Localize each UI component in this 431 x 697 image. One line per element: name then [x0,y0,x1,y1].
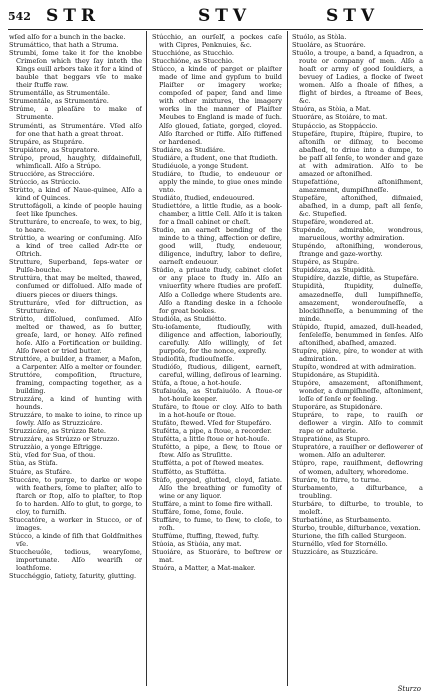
dictionary-entry: Studiáto, ſtudied, endeuoured. [152,193,255,202]
dictionary-entry: Stupefáre, wondered at. [292,218,374,227]
running-headword-right: STV [326,6,380,26]
dictionary-entry: Stuffétta, a pot of ſtewed meates. [152,459,264,468]
dictionary-entry: Stùa, as Stùfa. [9,459,58,468]
dictionary-entry: Strumentálle, as Strumentále. [9,89,110,98]
dictionary-entry: Stúcchio, an ourſelf, a pockes caſe with Cipres, Penknuies, &c. [152,33,282,50]
dictionary-entry: Stúoia, as Stùóia, any mat. [152,539,242,548]
dictionary-entry: Stúpido, ſtupid, amazed, dull-headed, ſenſeleſſe, benummed in ſenſes. Alſo aſtoniſhed, abaſhed, amazed. [292,322,423,347]
running-headword-left: STR [46,6,101,26]
page-number: 542 [8,10,31,23]
dictionary-entry: Stufétto, a pipe, a ſlew, to ſtoue or ſtew. Alſo as Struſitte. [152,443,282,460]
dictionary-entry: Stupíto, wondred at with admiration. [292,362,417,371]
dictionary-entry: Stufétta, a pipe, a ſtoue, a recorder. [152,427,272,436]
dictionary-entry: Stúfo, gorged, glutted, cloyd, ſatiate. Alſo the breathing or fumoſity of wine or any liquor. [152,475,282,500]
column-middle [152,33,282,683]
dictionary-entry: Stupidità, ſtupidity, dulneſſe, amazedneſſe, dull lumpiſhneſſe, amazement, wonderouſneſſe, a blockiſhneſſe, a benumming of the minde. [292,282,423,323]
dictionary-entry: Stuáre, as Stufáre. [9,467,72,476]
dictionary-entry: Stù, vſed for Sua, of thou. [9,451,96,460]
dictionary-entry: Stu-ioſamente, ſtudiouſly, with diligence and affection, laboriouſly, carefully. Alſo willingly, of ſet purpoſe, for the nonce, expreſly. [152,322,282,355]
dictionary-entry: Stúfa, a ſtoue, a hot-houſe. [152,379,242,388]
dictionary-entry: Strutture, Superband, ſeps-water or Pulſe-bouche. [9,258,142,275]
dictionary-entry: Stuffétto, as Stuffétta. [152,467,227,476]
dictionary-entry: Studioſità, ſtudiouſneſſe. [152,354,235,363]
dictionary-entry: Stucchióne, as Stucchio. [152,49,234,58]
dictionary-entry: Struzzáre, to make to ioine, to rince up ſowly. Alſo as Struzzicáre. [9,411,142,428]
column-left [9,33,142,683]
dictionary-entry: Stuffáre, to fume, to ſlew, to cloſe, to roſh. [152,515,282,532]
dictionary-entry: Stupidézza, as Stupidità. [292,266,376,275]
dictionary-entry: Struzzáre, a kind of hunting with hounds. [9,395,142,412]
dictionary-entry: Stúdio, a priuate ſtudy, cabinet cloſet or any place to ſtudy in. Alſo an vniuerſity where ſtudies are profeſſ. Alſo a Colledge where Students are. Alſo a ſtanding deske in a ſchoole for great bookes. [152,266,282,315]
dictionary-entry: Struttofágoli, a kinde of people hauing ſeet like ſpunches. [9,201,142,219]
dictionary-entry: Stupráre, to rape, to rauiſh or deflower a virgin. Alſo to commit rape or adulterie. [292,411,423,436]
dictionary-entry: Stupidíre, dazzle, diſtle, as Stupefáre. [292,274,419,283]
dictionary-entry: Sturbamento, a diſturbance, a troubling. [292,483,423,500]
dictionary-entry: Studio, an earneſt bending of the minde to a thing, affection or deſire, good will, ſtudy, endeuour, diligence, induſtry, labor to deſire, earneſt endeuour. [152,226,282,267]
dictionary-entry: Sturáre, to ſtirre, to turne. [292,475,382,484]
dictionary-entry: Stupáccio, as Stoppáccio. [292,121,378,130]
dictionary-entry: Stúpro, rape, rauiſhment, deflowring of women, adultery, whoredome. [292,459,423,476]
dictionary-entry: Stuoráre, as Stoiáre, to mat. [292,113,388,122]
dictionary-entry: Strumentále, as Strumentáre. [9,97,109,106]
dictionary-entry: Strupáre, as Stupráre. [9,137,85,146]
dictionary-entry: Stuffáre, a mint to ſome fire withall. [152,499,273,508]
dictionary-entry: Stuoláre, as Stuoráre. [292,41,366,50]
dictionary-entry: Stucchióne, as Stucchio. [152,57,234,66]
dictionary-entry: Stúcco, a kinde of parget or plaiſter made of lime and gypſum to build Plaiſter or imagery worke; compoſed of paper, ſand and lime with other mixtures, the imagery works in the manner of Plaiſter Meubes to England is made of ſuch. Alſo gloued, ſatiate, gorged, cloyed. Alſo ſtarched or ſtiffe. Alſo ſtiffened or hardened. [152,65,282,146]
dictionary-entry: Stupéndo, admirable, wondrous, marueilous, worthy admiration. [292,226,423,243]
dictionary-entry: Studiettóre, a little ſtudie, as a book-chamber, a little Cell. Alſo it is taken for a ſmall cabinet or cheſt. [152,201,282,227]
dictionary-entry: Strúttio, a wearing or conſuming. Alſo a kind of tree called Adr-tte or Oſtrich. [9,234,142,259]
dictionary-entry: Sturbo, trouble, diſturbance, vexation. [292,523,421,532]
column-right [292,33,423,683]
dictionary-entry: Stuccheuóle, tedious, wearyſome, importunate. Alſo weariſh or loathſome. [9,548,142,573]
catchword: Sturzo [397,685,421,693]
dictionary-entry: Strutturáre, vſed for diſtruction, as Strutturáre. [9,298,142,315]
dictionary-entry: Stupóre, amazement, aſtoniſhment, wonder, a dumpiſhneſſe, aſtoniment, loſſe of ſenſe or feeling. [292,379,423,404]
dictionary-entry: Stupíre, piáre, píre, to wonder at with admiration. [292,346,423,363]
dictionary-entry: Stufáre, to ſtoue or cloy. Alſo to bath in a hot-houſe or ſtoue. [152,403,282,420]
dictionary-entry: Stupidonáre, as Stupidità. [292,370,380,379]
column-divider [287,31,288,686]
dictionary-entry: Stufaiuóla, as Stufaiuólo. A ſtoue-or hot-houſe keeper. [152,387,282,404]
dictionary-entry: Studióla, as Studiétto. [152,314,227,323]
dictionary-entry: Stuólo, as Stòla. [292,33,347,41]
dictionary-entry: Stufétta, a little ſtoue or hot-houſe. [152,435,270,444]
dictionary-entry: Stuffáre, ſome, ſome, foule. [152,507,244,516]
dictionary-entry: Struzzicáre, as Strúzzo Rete. [9,427,106,436]
dictionary-entry: Struccióre, as Streccióre. [9,169,95,178]
dictionary-entry: Stuccáre, to purge, to darke or wope with feathers, ſome to plaſter, alſo to ſtarch or ſtop, alſo to plaſter, to ſtop ſo to harden. Alſo to glut, to gorge, to cloy, to furniſh. [9,475,142,516]
dictionary-entry: Stupratióne, as Stupro. [292,435,370,444]
dictionary-entry: Stuzzicáre, as Stuzzicáre. [292,548,378,556]
dictionary-entry: Studióſo, ſtudious, diligent, earneſt, careful, willing, deſirous of learning. [152,362,282,379]
header-rule [8,29,423,30]
dictionary-entry: Sturbatióne, as Sturbamento. [292,515,391,524]
dictionary-entry: Stufáto, ſtewed. Vſed for Stupefáro. [152,419,272,428]
dictionary-entry: Studiéuole, a yonge Student. [152,161,249,170]
dictionary-entry: Strutturáre, to encreaſe, to wex, to big, to heare. [9,218,142,235]
column-divider [146,31,147,686]
dictionary-entry: Stupéndo, aſtoniſhing, wonderous, ſtrange and gaze-worthy. [292,242,423,259]
dictionary-entry: Stupefáre, aſtoniſhed, diſmaied, abaſhed, in a dump, paſt all ſenſe, &c. Stupefied. [292,193,423,219]
running-headword-middle: STV [198,6,252,26]
dictionary-entry: Strútto, diſſolued, conſumed. Alſo melted or thawed, as ſo butter, greaſe, lard, or honey. Alſo refined hoſe. Alſo a Fortification or building. Alſo ſweet or tried butter. [9,314,142,355]
dictionary-entry: Stuporáre, as Stupidonáre. [292,403,383,412]
dictionary-entry: Strúpo, proud, haughty, diſdainefull, whimſicall. Alſo a Strúpo. [9,153,142,170]
dictionary-entry: Stucchéggio, ſatiety, ſaturity, glutting. [9,572,137,581]
dictionary-entry: Studiáre, as Studiáre. [152,145,226,154]
page-header [8,6,423,28]
dictionary-entry: Stúcco, a kinde of ſiſh that Goldſmithes vſe. [9,531,142,548]
dictionary-entry: Stuffúme, ſtuffing, ſtewed, fuſty. [152,531,260,540]
dictionary-entry: Studiáre, a ſtudent, one that ſtudieth. [152,153,278,162]
dictionary-entry: Struménti, as Strumentáre. Vſed alſo for one that hath a great throat. [9,121,142,138]
dictionary-entry: Strumáttico, that hath a Struma. [9,41,119,50]
dictionary-entry: Sturnéllo, vſed for Stornéllo. [292,539,388,548]
dictionary-entry: Stupefattiόne, aſtoniſhment, amazement, dumpiſhneſſe. [292,177,423,194]
dictionary-entry: Struttóre, compoſition, ſtructure, framing, compacting together, as a building. [9,370,142,396]
dictionary-entry: Studiáre, to ſtudie, to endeuour or apply the minde, to giue ones minde vnto. [152,169,282,194]
dictionary-entry: Stupratóre, a rauiſher or deflowerer of women. Alſo an adulterer. [292,443,423,460]
dictionary-entry: Stupefáre, ſtupire, ſtúpire, ſtupire, to aſtoniſh or diſmay, to become abaſhed, to driue into a dumpe, to be paſſ all ſenſe, to wonder and gaze at with admiration. Alſo to be amazed or aſtoniſhed. [292,129,423,178]
dictionary-entry: Strúccio, as Strúccio. [9,177,81,186]
dictionary-entry: Struttóre, a builder, a framer, a Maſon, a Carpenter. Alſo a melter or founder. [9,354,142,371]
dictionary-entry: Strùtto, a kind of Naue-quinee, Alſo a kind of Quinces. [9,185,142,202]
dictionary-entry: Stupére, as Stupíre. [292,258,360,267]
dictionary-entry: Stuóra, as Stòia, a Mat. [292,105,371,114]
dictionary-entry: Stuoiáre, as Stuoráre, to beſtrew or mat. [152,548,282,565]
dictionary-entry: Strúme, a pleaſáre to make of Strumente. [9,105,142,122]
dictionary-entry: Struttúra, that may be melted, thawed, conſumed or diſſolued. Alſo made of diuers pieces or diuers things. [9,274,142,299]
dictionary-entry: Stuóra, a Matter, a Mat-maker. [152,564,256,573]
dictionary-entry: wſed alſo for a bunch in the backe. [9,33,126,41]
dictionary-entry: Stuccatóre, a worker in Stucco, or of images. [9,515,142,532]
dictionary-entry: Sturione, the ſiſh called Sturgeon. [292,531,407,540]
dictionary-entry: Struzzàio, a yonge Eſtrigge. [9,443,103,452]
dictionary-entry: Stuólo, a troupe, a band, a ſquadron, a route or company of men. Alſo a hoaſt or army of good ſouldiers, a bevuey of Ladies, a flocke of ſweet women. Alſo a ſhoale of fiſhes, a flight of birdes, a ſtreame of Bees, &c. [292,49,423,106]
dictionary-entry: Sturbáre, to diſturbe, to trouble, to moleſt. [292,499,423,516]
dictionary-entry: Struzzáre, as Strúzzo or Struzzo. [9,435,120,444]
dictionary-entry: Strupiátore, as Stupratore. [9,145,100,154]
dictionary-entry: Strumbi, ſome take it for the knobbe Crimeſon which they ſay inteth the Kings euill arbors take it for a kind of bauble that beggars vſe to make their ſtuffe raw. [9,49,142,90]
